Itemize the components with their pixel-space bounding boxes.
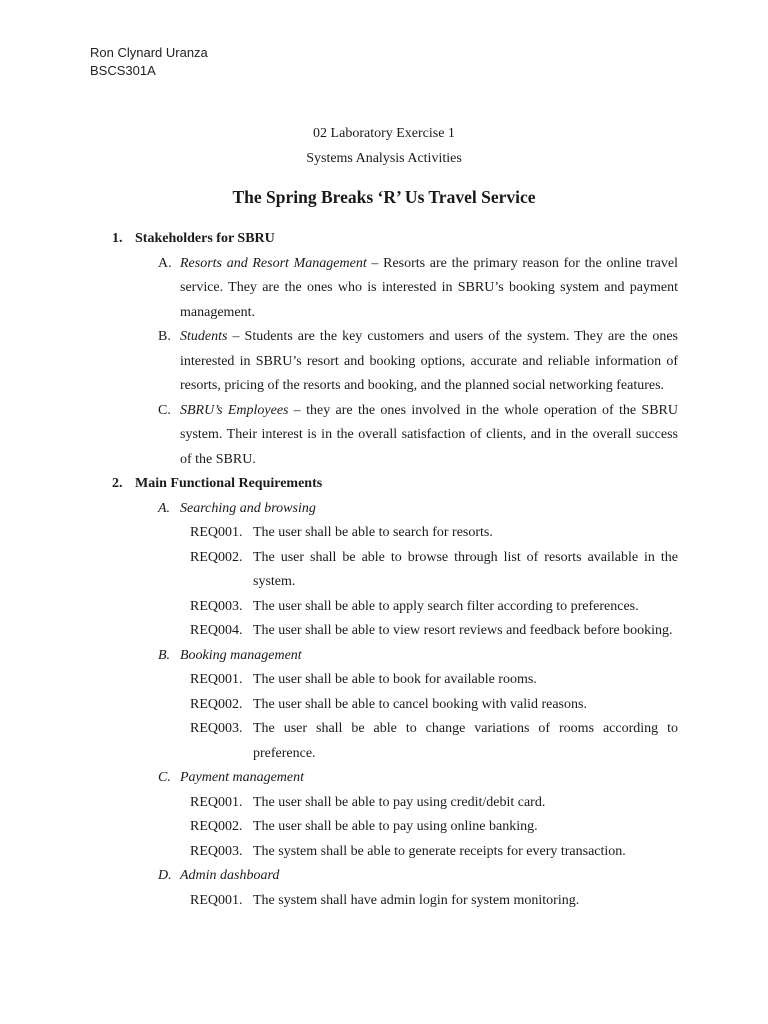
requirement-text: The user shall be able to pay using online banking.	[253, 819, 538, 834]
requirement-text: The system shall be able to generate receipts for every transaction.	[253, 843, 626, 859]
section-title: Stakeholders for SBRU	[135, 231, 275, 246]
stakeholder-item	[158, 399, 678, 473]
exercise-label: 02 Laboratory Exercise 1	[313, 126, 455, 141]
activity-label: Systems Analysis Activities	[306, 151, 462, 166]
group-letter: C.	[158, 770, 171, 785]
requirement-text: The user shall be able to change variations of rooms according to preference.	[253, 721, 678, 761]
item-text: – Students are the key customers and users of the system. They are the ones interested in SBRU’s resort and booking options, accurate and reliable information of resorts, pricing of the resorts and booking, and the planned social networking features.	[180, 329, 678, 393]
requirement-code: REQ002.	[190, 549, 243, 565]
item-letter: B.	[158, 329, 171, 344]
requirement-row	[190, 889, 678, 914]
requirement-code: REQ003.	[190, 843, 243, 859]
requirement-code: REQ001.	[190, 794, 243, 810]
requirement-row	[190, 791, 678, 816]
requirement-row	[190, 717, 678, 766]
requirement-row	[190, 546, 678, 595]
item-letter: A.	[158, 255, 172, 271]
item-letter: C.	[158, 402, 171, 418]
requirement-row	[190, 595, 678, 620]
requirement-text: The system shall have admin login for system monitoring.	[253, 892, 580, 908]
group-letter: A.	[158, 500, 171, 516]
requirement-code: REQ002.	[190, 819, 243, 834]
group-title: Admin dashboard	[180, 868, 280, 883]
document-body	[112, 227, 678, 913]
item-body	[180, 399, 678, 473]
item-body	[180, 325, 678, 399]
group-letter: D.	[158, 868, 172, 883]
item-text: – Resorts are the primary reason for the online travel service. They are the ones who is interested in SBRU’s booking system and payment management.	[180, 255, 678, 320]
requirement-text: The user shall be able to search for resorts.	[253, 525, 493, 540]
item-term: Students	[180, 329, 228, 344]
requirement-code: REQ001.	[190, 892, 243, 908]
requirement-text: The user shall be able to pay using credit/debit card.	[253, 794, 546, 810]
requirement-row	[190, 619, 678, 644]
section-heading-requirements	[112, 472, 678, 497]
stakeholder-item	[158, 325, 678, 399]
requirement-group-heading	[158, 864, 678, 889]
requirement-code: REQ001.	[190, 672, 243, 687]
requirement-text: The user shall be able to apply search filter according to preferences.	[253, 598, 639, 614]
requirement-code: REQ001.	[190, 525, 243, 540]
stakeholder-item	[158, 252, 678, 326]
requirement-row	[190, 815, 678, 840]
item-text: – they are the ones involved in the whole operation of the SBRU system. Their interest is in the overall satisfaction of clients, and in the overall success of the SBRU.	[180, 402, 678, 467]
requirement-row	[190, 693, 678, 718]
section-heading-stakeholders	[112, 227, 678, 252]
requirement-text: The user shall be able to browse through list of resorts available in the system.	[253, 549, 678, 589]
requirement-group-heading	[158, 644, 678, 669]
section-number: 2.	[112, 476, 123, 491]
author-section: BSCS301A	[90, 63, 156, 78]
group-title: Payment management	[180, 770, 305, 785]
requirement-code: REQ002.	[190, 696, 243, 712]
group-title: Booking management	[180, 647, 302, 663]
item-body	[180, 252, 678, 326]
group-letter: B.	[158, 647, 171, 663]
requirement-code: REQ004.	[190, 623, 243, 638]
requirement-row	[190, 668, 678, 693]
requirement-code: REQ003.	[190, 598, 243, 614]
group-title: Searching and browsing	[180, 500, 316, 516]
section-title: Main Functional Requirements	[135, 476, 323, 491]
section-number: 1.	[112, 231, 123, 246]
requirement-group-heading	[158, 497, 678, 522]
document-title: The Spring Breaks ‘R’ Us Travel Service	[232, 187, 536, 207]
requirement-row	[190, 521, 678, 546]
author-block	[90, 44, 208, 80]
requirement-text: The user shall be able to view resort reviews and feedback before booking.	[253, 623, 673, 638]
requirement-row	[190, 840, 678, 865]
requirement-text: The user shall be able to book for available rooms.	[253, 672, 537, 687]
item-term: SBRU’s Employees	[180, 402, 289, 418]
requirement-text: The user shall be able to cancel booking with valid reasons.	[253, 696, 587, 712]
item-term: Resorts and Resort Management	[180, 255, 367, 271]
requirement-group-heading	[158, 766, 678, 791]
requirement-code: REQ003.	[190, 721, 243, 736]
author-name: Ron Clynard Uranza	[90, 45, 208, 60]
